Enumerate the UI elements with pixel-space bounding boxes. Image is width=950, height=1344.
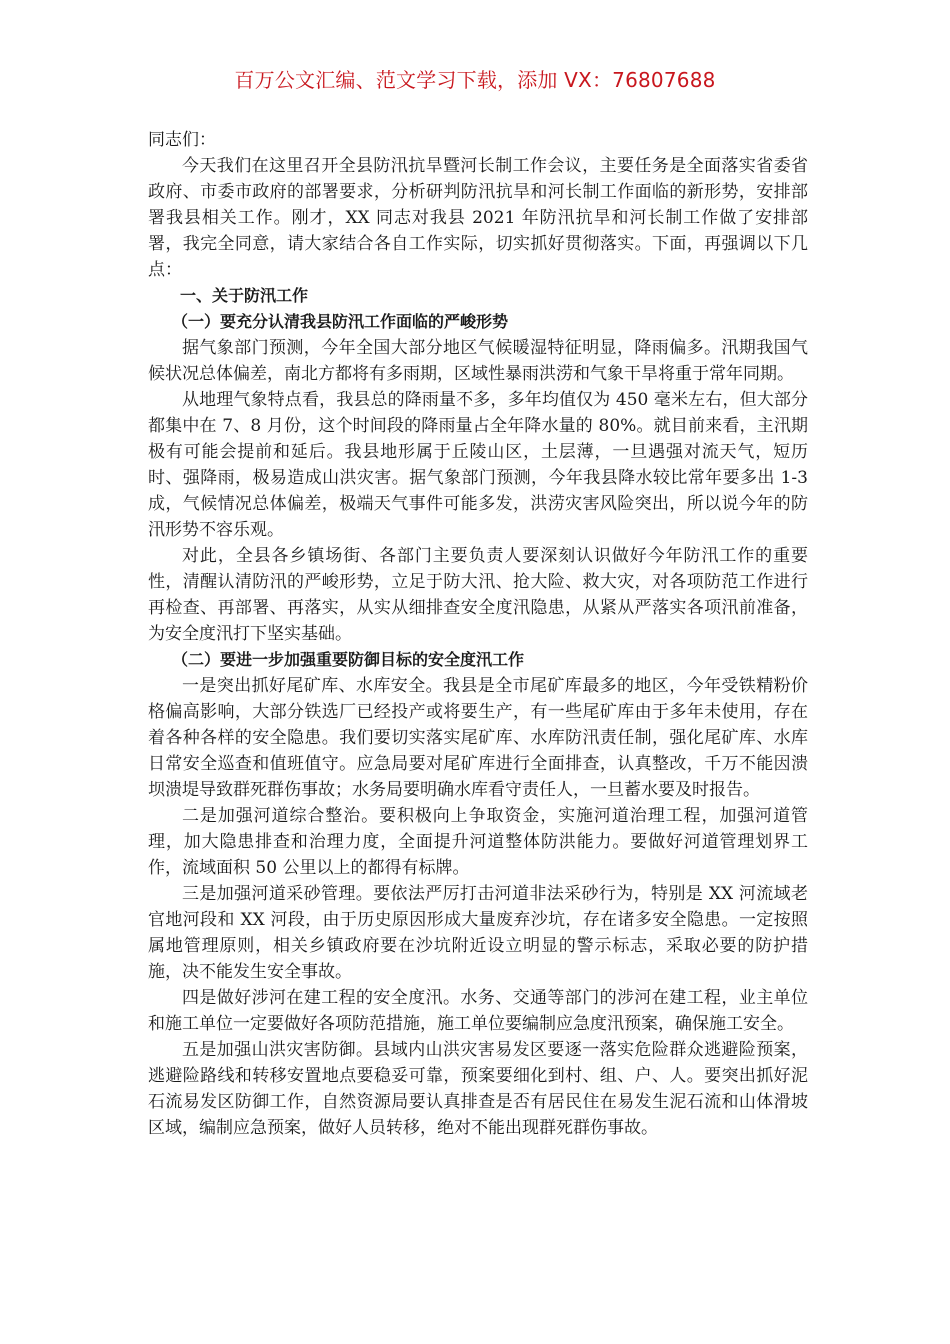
salutation: 同志们： xyxy=(148,130,216,150)
document-body xyxy=(148,127,808,1141)
sub-heading: （二）要进一步加强重要防御目标的安全度汛工作 xyxy=(172,650,525,669)
sub-heading: （一）要充分认清我县防汛工作面临的严峻形势 xyxy=(172,312,509,331)
paragraph: 从地理气象特点看，我县总的降雨量不多，多年均值仅为 450 毫米左右，但大部分都集中在 7、8 月份，这个时间段的降雨量占全年降水量的 80%。就目前来看，主汛期极有可能会提前和延后。我县地形属于丘陵山区，土层薄，一旦遇强对流天气，短历时、强降雨，极易造成山洪灾害。据气象部门预测，今年我县降水较比常年要多出 1-3 成，气候情况总体偏差，极端天气事件可能多发，洪涝灾害风险突出，所以说今年的防汛形势不容乐观。 xyxy=(148,390,808,540)
paragraph: 二是加强河道综合整治。要积极向上争取资金，实施河道治理工程，加强河道管理，加大隐患排查和治理力度，全面提升河道整体防洪能力。要做好河道管理划界工作，流域面积 50 公里以上的都得有标牌。 xyxy=(148,806,808,878)
paragraph: 一是突出抓好尾矿库、水库安全。我县是全市尾矿库最多的地区，今年受铁精粉价格偏高影响，大部分铁选厂已经投产或将要生产，有一些尾矿库由于多年未使用，存在着各种各样的安全隐患。我们要切实落实尾矿库、水库防汛责任制，强化尾矿库、水库日常安全巡查和值班值守。应急局要对尾矿库进行全面排查，认真整改，千万不能因溃坝溃堤导致群死群伤事故；水务局要明确水库看守责任人，一旦蓄水要及时报告。 xyxy=(148,676,808,800)
paragraph: 对此，全县各乡镇场街、各部门主要负责人要深刻认识做好今年防汛工作的重要性，清醒认清防汛的严峻形势，立足于防大汛、抢大险、救大灾，对各项防范工作进行再检查、再部署、再落实，从实从细排查安全度汛隐患，从紧从严落实各项汛前准备，为安全度汛打下坚实基础。 xyxy=(148,546,808,644)
paragraph: 五是加强山洪灾害防御。县域内山洪灾害易发区要逐一落实危险群众逃避险预案，逃避险路线和转移安置地点要稳妥可靠，预案要细化到村、组、户、人。要突出抓好泥石流易发区防御工作，自然资源局要认真排查是否有居民住在易发生泥石流和山体滑坡区域，编制应急预案，做好人员转移，绝对不能出现群死群伤事故。 xyxy=(148,1040,808,1138)
paragraph: 四是做好涉河在建工程的安全度汛。水务、交通等部门的涉河在建工程，业主单位和施工单位一定要做好各项防范措施，施工单位要编制应急度汛预案，确保施工安全。 xyxy=(148,988,808,1034)
section-heading: 一、关于防汛工作 xyxy=(180,286,309,305)
paragraph: 三是加强河道采砂管理。要依法严厉打击河道非法采砂行为，特别是 XX 河流域老官地河段和 XX 河段，由于历史原因形成大量废弃沙坑，存在诸多安全隐患。一定按照属地管理原则，相关乡镇政府要在沙坑附近设立明显的警示标志，采取必要的防护措施，决不能发生安全事故。 xyxy=(148,884,808,982)
header-banner: 百万公文汇编、范文学习下载，添加 VX：76807688 xyxy=(234,68,716,92)
paragraph: 据气象部门预测，今年全国大部分地区气候暖湿特征明显，降雨偏多。汛期我国气候状况总体偏差，南北方都将有多雨期，区域性暴雨洪涝和气象干旱将重于常年同期。 xyxy=(148,338,808,384)
paragraph: 今天我们在这里召开全县防汛抗旱暨河长制工作会议，主要任务是全面落实省委省政府、市委市政府的部署要求，分析研判防汛抗旱和河长制工作面临的新形势，安排部署我县相关工作。刚才，XX 同志对我县 2021 年防汛抗旱和河长制工作做了安排部署，我完全同意，请大家结合各自工作实际，切实抓好贯彻落实。下面，再强调以下几点： xyxy=(148,156,808,280)
